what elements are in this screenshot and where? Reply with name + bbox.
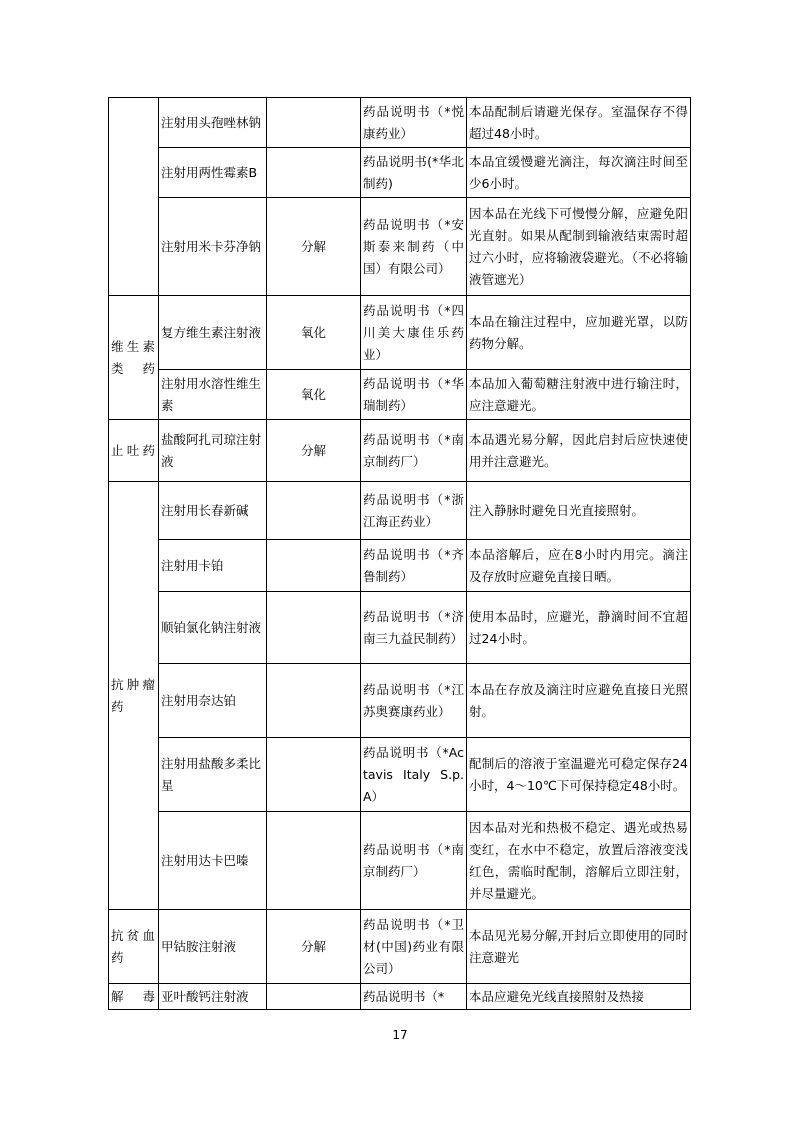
drug-name-cell: 盐酸阿扎司琼注射液 <box>159 420 267 482</box>
source-cell: 药品说明书（*南京制药厂） <box>361 812 467 910</box>
note-cell: 本品应避免光线直接照射及热接 <box>467 984 691 1010</box>
category-cell: 解毒 <box>109 984 159 1010</box>
note-cell: 本品配制后请避光保存。室温保存不得超过48小时。 <box>467 98 691 148</box>
table-row <box>109 148 691 198</box>
drug-table <box>108 97 691 1010</box>
note-cell: 本品加入葡萄糖注射液中进行输注时，应注意避光。 <box>467 370 691 420</box>
note-cell: 配制后的溶液于室温避光可稳定保存24 小时，4～10℃下可保持稳定48小时。 <box>467 738 691 812</box>
table-row <box>109 738 691 812</box>
page-number: 17 <box>392 1028 408 1042</box>
reason-cell: 分解 <box>267 910 361 984</box>
reason-cell <box>267 98 361 148</box>
note-cell: 本品宜缓慢避光滴注，每次滴注时间至少6小时。 <box>467 148 691 198</box>
note-cell: 本品遇光易分解，因此启封后应快速使用并注意避光。 <box>467 420 691 482</box>
drug-name-cell: 注射用水溶性维生素 <box>159 370 267 420</box>
note-cell: 注入静脉时避免日光直接照射。 <box>467 482 691 540</box>
drug-name-cell: 顺铂氯化钠注射液 <box>159 592 267 664</box>
table-row <box>109 370 691 420</box>
note-cell: 本品溶解后，应在8小时内用完。滴注及存放时应避免直接日晒。 <box>467 540 691 592</box>
note-cell: 因本品在光线下可慢慢分解，应避免阳光直射。如果从配制到输液结束需时超过六小时，应将输液袋避光。（不必将输液管遮光） <box>467 198 691 296</box>
source-cell: 药品说明书（*华瑞制药） <box>361 370 467 420</box>
note-cell: 本品在存放及滴注时应避免直接日光照射。 <box>467 664 691 738</box>
reason-cell <box>267 482 361 540</box>
reason-cell <box>267 664 361 738</box>
table-row <box>109 910 691 984</box>
drug-name-cell: 注射用达卡巴嗪 <box>159 812 267 910</box>
table-row <box>109 482 691 540</box>
drug-name-cell: 甲钴胺注射液 <box>159 910 267 984</box>
note-cell: 使用本品时，应避光，静滴时间不宜超过24小时。 <box>467 592 691 664</box>
source-cell: 药品说明书（*安斯泰来制药（中国）有限公司） <box>361 198 467 296</box>
reason-cell: 分解 <box>267 420 361 482</box>
drug-name-cell: 注射用米卡芬净钠 <box>159 198 267 296</box>
note-cell: 本品见光易分解,开封后立即使用的同时注意避光 <box>467 910 691 984</box>
source-cell: 药品说明书（*济南三九益民制药） <box>361 592 467 664</box>
table-row <box>109 592 691 664</box>
table-row <box>109 812 691 910</box>
table-row <box>109 664 691 738</box>
source-cell: 药品说明书（* <box>361 984 467 1010</box>
source-cell: 药品说明书（*卫材(中国)药业有限公司） <box>361 910 467 984</box>
table-row <box>109 98 691 148</box>
reason-cell: 分解 <box>267 198 361 296</box>
table-row <box>109 296 691 370</box>
reason-cell <box>267 540 361 592</box>
source-cell: 药品说明书（*浙江海正药业） <box>361 482 467 540</box>
reason-cell <box>267 984 361 1010</box>
reason-cell <box>267 148 361 198</box>
table-row <box>109 984 691 1010</box>
drug-name-cell: 亚叶酸钙注射液 <box>159 984 267 1010</box>
table-row <box>109 198 691 296</box>
source-cell: 药品说明书（*四川美大康佳乐药业） <box>361 296 467 370</box>
reason-cell <box>267 738 361 812</box>
table-row <box>109 420 691 482</box>
source-cell: 药品说明书（*江苏奥赛康药业） <box>361 664 467 738</box>
reason-cell <box>267 812 361 910</box>
category-cell: 维生素类药 <box>109 296 159 420</box>
drug-name-cell: 注射用奈达铂 <box>159 664 267 738</box>
drug-name-cell: 注射用两性霉素B <box>159 148 267 198</box>
reason-cell <box>267 592 361 664</box>
drug-name-cell: 注射用卡铂 <box>159 540 267 592</box>
source-cell: 药品说明书(*华北制药) <box>361 148 467 198</box>
source-cell: 药品说明书（*Actavis Italy S.p.A） <box>361 738 467 812</box>
category-cell: 止吐药 <box>109 420 159 482</box>
note-cell: 本品在输注过程中，应加避光罩，以防药物分解。 <box>467 296 691 370</box>
note-cell: 因本品对光和热极不稳定、遇光或热易变红，在水中不稳定，放置后溶液变浅红色，需临时配制，溶解后立即注射，并尽量避光。 <box>467 812 691 910</box>
drug-name-cell: 注射用长春新碱 <box>159 482 267 540</box>
source-cell: 药品说明书（*南京制药厂） <box>361 420 467 482</box>
category-cell <box>109 98 159 296</box>
drug-name-cell: 注射用盐酸多柔比星 <box>159 738 267 812</box>
category-cell: 抗肿瘤药 <box>109 482 159 910</box>
reason-cell: 氧化 <box>267 296 361 370</box>
source-cell: 药品说明书（*悦康药业） <box>361 98 467 148</box>
reason-cell: 氧化 <box>267 370 361 420</box>
drug-name-cell: 复方维生素注射液 <box>159 296 267 370</box>
table-row <box>109 540 691 592</box>
source-cell: 药品说明书（*齐鲁制药） <box>361 540 467 592</box>
category-cell: 抗贫血药 <box>109 910 159 984</box>
drug-name-cell: 注射用头孢唑林钠 <box>159 98 267 148</box>
